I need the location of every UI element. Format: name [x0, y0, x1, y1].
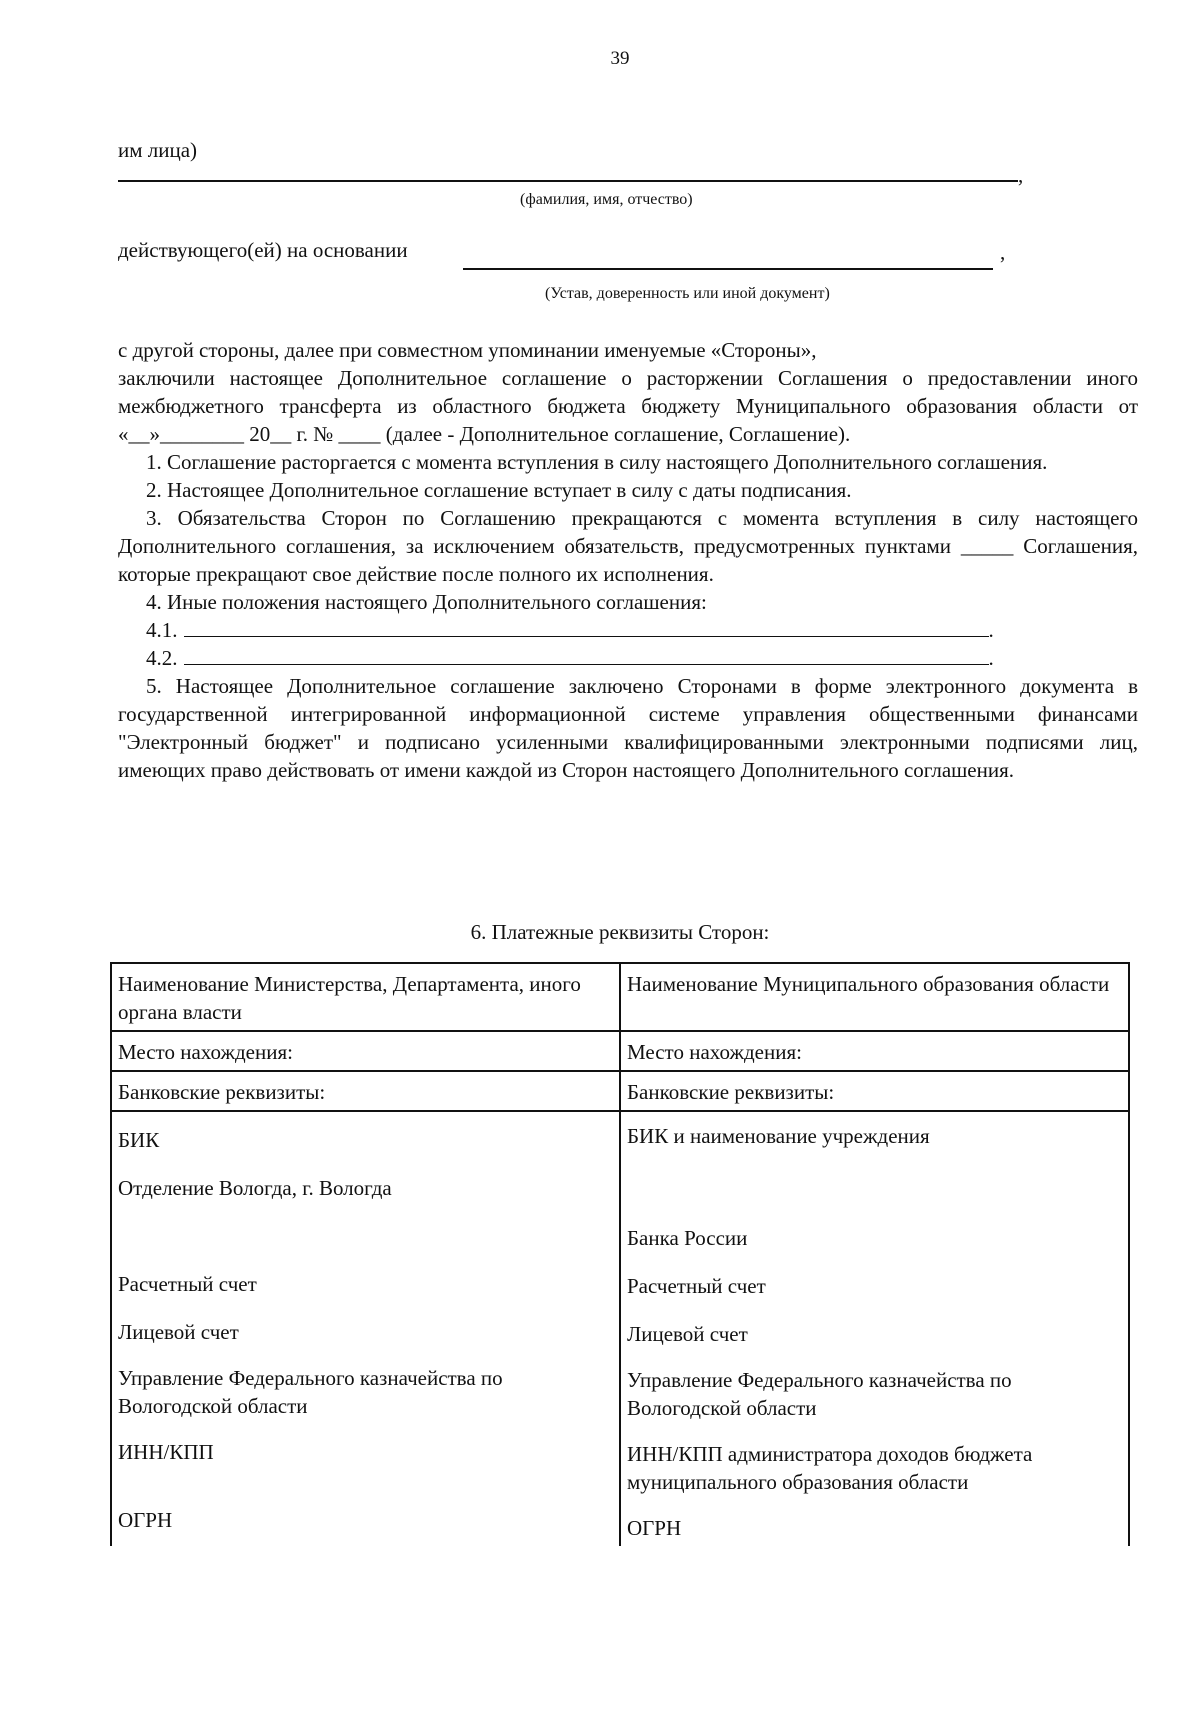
- acting-basis-label: действующего(ей) на основании: [118, 238, 408, 262]
- left-ogrn: ОГРН: [118, 1508, 173, 1532]
- item-4-1: [118, 616, 1138, 644]
- right-account: Расчетный счет: [627, 1274, 766, 1298]
- left-inn-kpp: ИНН/КПП: [118, 1440, 214, 1464]
- item-4-1-label: 4.1.: [146, 618, 178, 642]
- table-row: [111, 963, 1129, 1031]
- basis-underline: [463, 268, 993, 270]
- table-row: [111, 1031, 1129, 1071]
- table-cell-left-details: [111, 1111, 620, 1546]
- item-4-1-period: .: [988, 618, 994, 642]
- right-ogrn: ОГРН: [627, 1516, 682, 1540]
- payment-details-table: [110, 962, 1130, 1546]
- table-cell: Место нахождения:: [111, 1031, 620, 1071]
- right-bik: БИК и наименование учреждения: [627, 1124, 930, 1148]
- section-6-title: 6. Платежные реквизиты Сторон:: [470, 920, 770, 944]
- item-2: 2. Настоящее Дополнительное соглашение вступает в силу с даты подписания.: [146, 478, 852, 502]
- left-bik: БИК: [118, 1128, 160, 1152]
- left-treasury: Управление Федерального казначейства по Вологодской области: [118, 1366, 503, 1418]
- table-cell: Банковские реквизиты:: [111, 1071, 620, 1111]
- item-4-2: [118, 644, 1138, 672]
- table-row: [111, 1071, 1129, 1111]
- table-cell: Банковские реквизиты:: [620, 1071, 1129, 1111]
- item-4-2-label: 4.2.: [146, 646, 178, 670]
- agreement-body: [118, 336, 1138, 784]
- table-cell: Место нахождения:: [620, 1031, 1129, 1071]
- item-1: 1. Соглашение расторгается с момента вступления в силу настоящего Дополнительного соглашения.: [146, 450, 1048, 474]
- right-treasury: Управление Федерального казначейства по Вологодской области: [627, 1368, 1012, 1420]
- basis-comma: ,: [1000, 240, 1006, 264]
- item-4-1-fill-line: [184, 618, 989, 637]
- left-account: Расчетный счет: [118, 1272, 257, 1296]
- left-branch: Отделение Вологда, г. Вологда: [118, 1176, 392, 1200]
- table-cell-right-details: [620, 1111, 1129, 1546]
- right-personal-account: Лицевой счет: [627, 1322, 748, 1346]
- item-4: 4. Иные положения настоящего Дополнительного соглашения:: [146, 590, 707, 614]
- item-4-2-period: .: [988, 646, 994, 670]
- name-comma: ,: [1018, 163, 1024, 187]
- item-4-2-fill-line: [184, 646, 989, 665]
- item-3: 3. Обязательства Сторон по Соглашению прекращаются с момента вступления в силу настоящего Дополнительного соглашения, за исключением обязательств, предусмотренных пунктами _____ Соглашения, которые прекращают свое действие после полного их исполнения.: [118, 506, 1138, 586]
- caption-basis: (Устав, доверенность или иной документ): [545, 285, 830, 302]
- caption-name: (фамилия, имя, отчество): [520, 191, 693, 208]
- intro-paragraph: заключили настоящее Дополнительное соглашение о расторжении Соглашения о предоставлении иного межбюджетного трансферта из областного бюджета бюджету Муниципального образования области от «__»________ 20__ г. № ____ (далее - Дополнительное соглашение, Соглашение).: [118, 366, 1138, 446]
- page-number: 39: [610, 48, 630, 69]
- table-cell: Наименование Министерства, Департамента, иного органа власти: [111, 963, 620, 1031]
- table-cell: Наименование Муниципального образования области: [620, 963, 1129, 1031]
- left-personal-account: Лицевой счет: [118, 1320, 239, 1344]
- table-row: [111, 1111, 1129, 1546]
- item-5: 5. Настоящее Дополнительное соглашение заключено Сторонами в форме электронного документа в государственной интегрированной информационной системе управления общественными финансами "Электронный бюджет" и подписано усиленными квалифицированными электронными подписями лиц, имеющих право действовать от имени каждой из Сторон настоящего Дополнительного соглашения.: [118, 674, 1138, 782]
- right-inn-kpp: ИНН/КПП администратора доходов бюджета муниципального образования области: [627, 1442, 1033, 1494]
- header-line1: им лица): [118, 138, 198, 162]
- intro-line1: с другой стороны, далее при совместном упоминании именуемые «Стороны»,: [118, 338, 817, 362]
- right-bank: Банка России: [627, 1226, 748, 1250]
- name-underline: [118, 180, 1018, 182]
